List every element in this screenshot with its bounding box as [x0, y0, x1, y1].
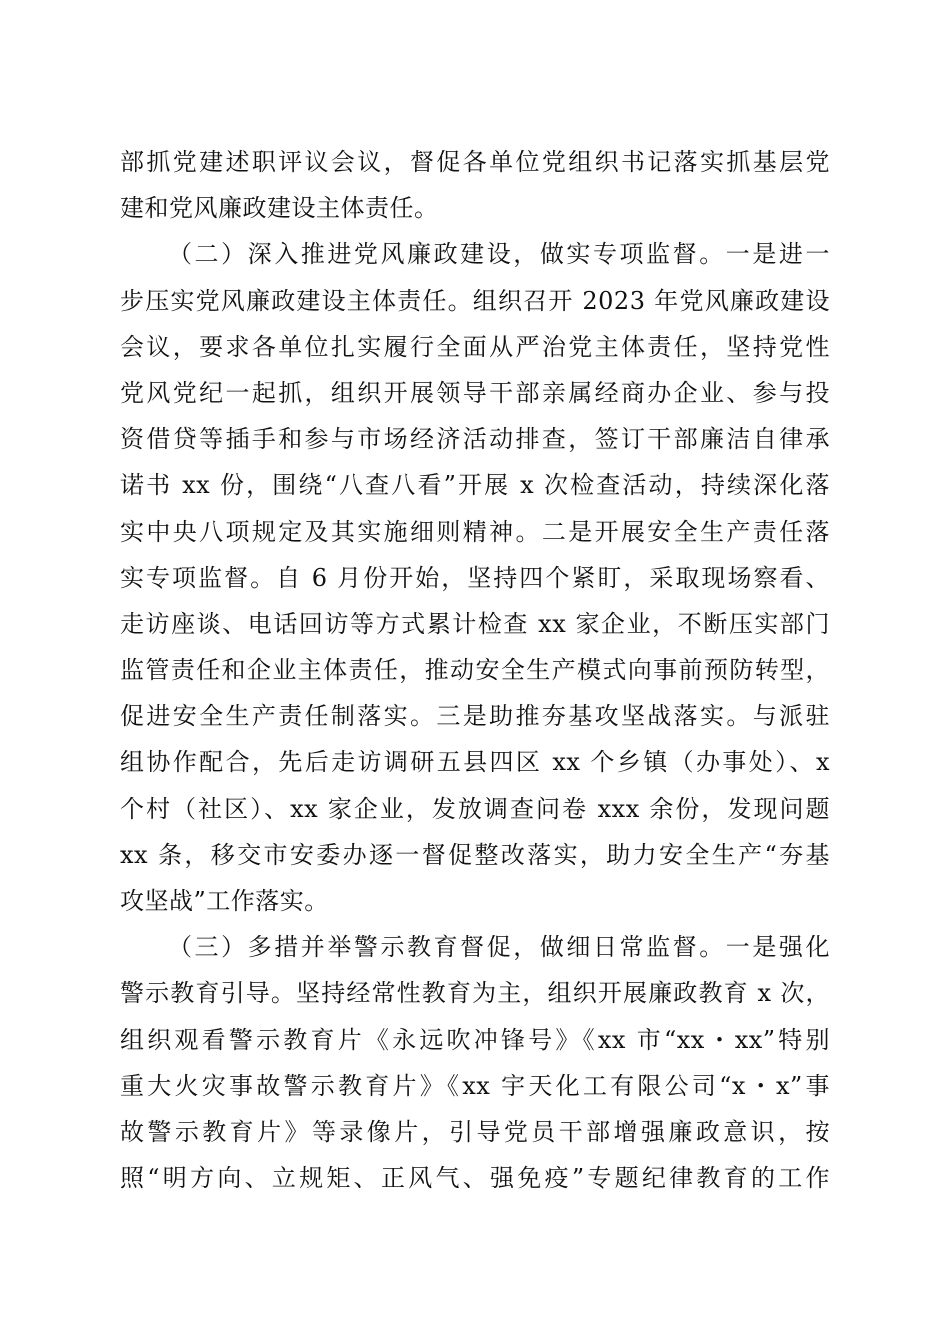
text-line: 组织观看警示教育片《永远吹冲锋号》《xx 市“xx・xx”特别 [120, 1025, 830, 1054]
paragraph-continued [120, 139, 830, 231]
text-line: 监管责任和企业主体责任，推动安全生产模式向事前预防转型， [120, 656, 830, 685]
text-line: 组协作配合，先后走访调研五县四区 xx 个乡镇（办事处）、x [120, 748, 830, 777]
text-line: 实专项监督。自 6 月份开始，坚持四个紧盯，采取现场察看、 [120, 563, 830, 592]
text-line: 警示教育引导。坚持经常性教育为主，组织开展廉政教育 x 次， [120, 979, 830, 1008]
text-line: 走访座谈、电话回访等方式累计检查 xx 家企业，不断压实部门 [120, 609, 830, 638]
paragraph-section-3 [120, 924, 830, 1201]
text-line: 步压实党风廉政建设主体责任。组织召开 2023 年党风廉政建设 [120, 286, 830, 315]
text-line: 攻坚战”工作落实。 [120, 887, 329, 915]
paragraph-section-2 [120, 231, 830, 924]
section-heading-line: （二）深入推进党风廉政建设，做实专项监督。一是进一 [168, 240, 830, 269]
section-heading-line: （三）多措并举警示教育督促，做细日常监督。一是强化 [168, 933, 830, 962]
text-line: 促进安全生产责任制落实。三是助推夯基攻坚战落实。与派驻 [120, 702, 830, 731]
text-line: xx 条，移交市安委办逐一督促整改落实，助力安全生产“夯基 [120, 840, 830, 869]
text-line: 照“明方向、立规矩、正风气、强免疫”专题纪律教育的工作 [120, 1164, 830, 1193]
text-line: 故警示教育片》等录像片，引导党员干部增强廉政意识，按 [120, 1117, 830, 1146]
text-line: 个村（社区）、xx 家企业，发放调查问卷 xxx 余份，发现问题 [120, 794, 830, 823]
text-line: 党风党纪一起抓，组织开展领导干部亲属经商办企业、参与投 [120, 378, 830, 407]
document-body [120, 139, 830, 1201]
text-line: 资借贷等插手和参与市场经济活动排查，签订干部廉洁自律承 [120, 425, 830, 454]
text-line: 会议，要求各单位扎实履行全面从严治党主体责任，坚持党性 [120, 332, 830, 361]
text-line: 诺书 xx 份，围绕“八查八看”开展 x 次检查活动，持续深化落 [120, 471, 830, 500]
text-line: 实中央八项规定及其实施细则精神。二是开展安全生产责任落 [120, 517, 830, 546]
text-line: 部抓党建述职评议会议，督促各单位党组织书记落实抓基层党 [120, 148, 830, 176]
text-line: 建和党风廉政建设主体责任。 [120, 194, 439, 223]
text-line: 重大火灾事故警示教育片》《xx 宇天化工有限公司“x・x”事 [120, 1071, 830, 1100]
